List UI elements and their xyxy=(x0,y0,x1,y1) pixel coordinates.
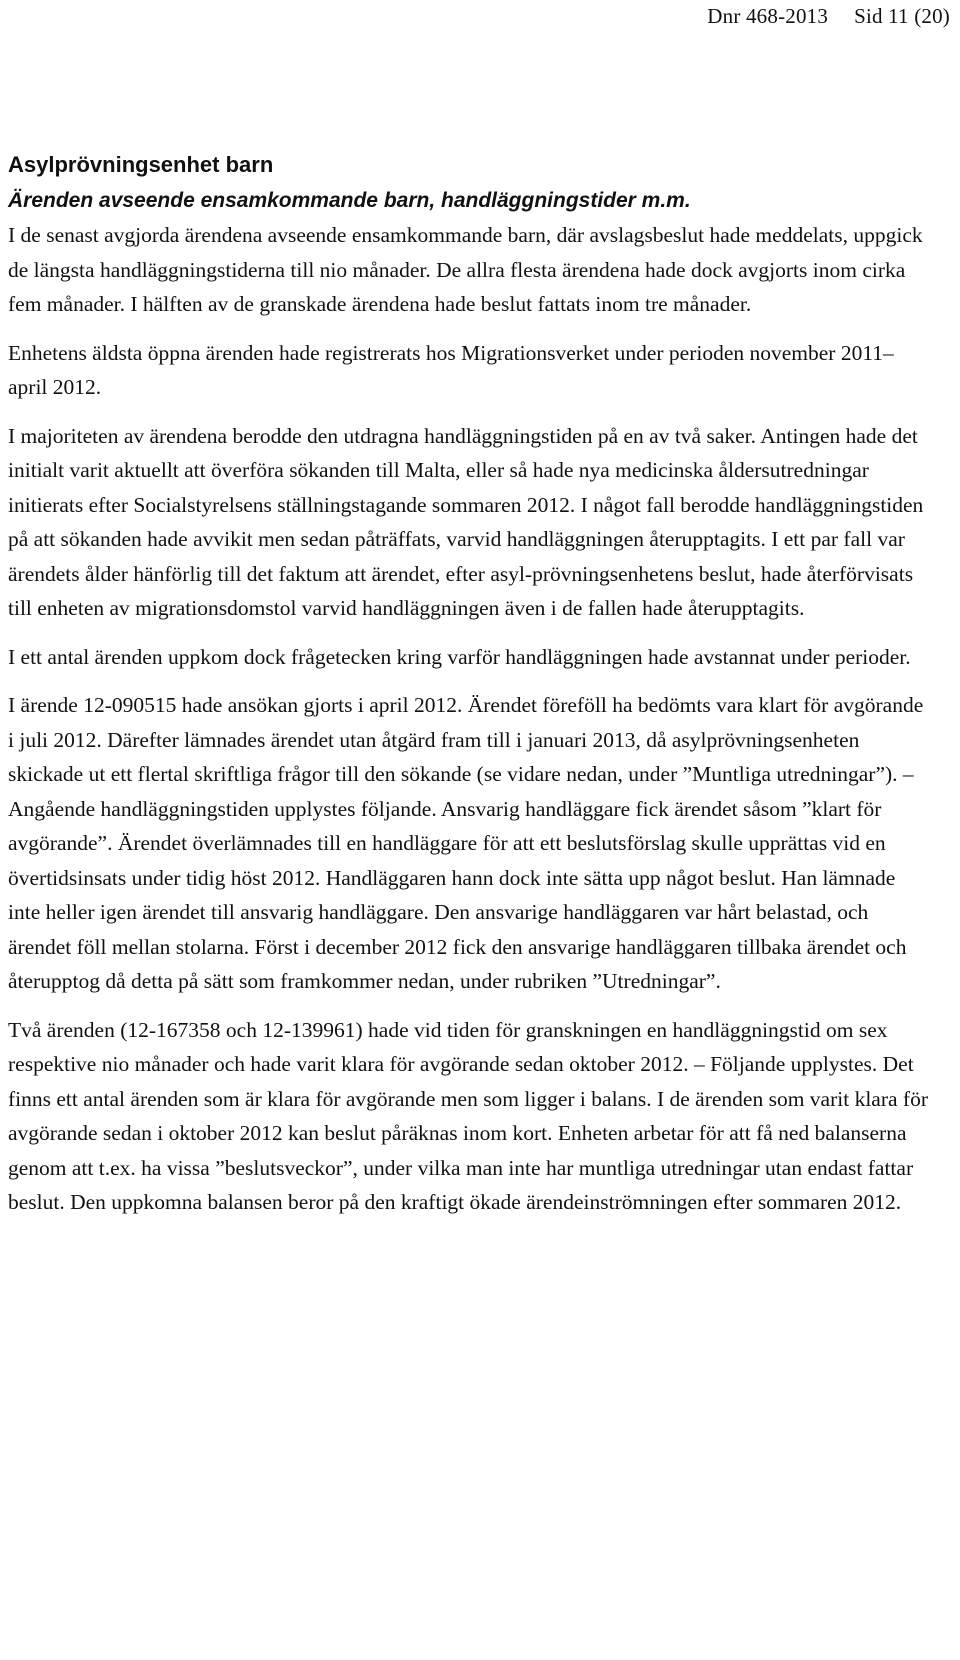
paragraph-longest-processing-times: I de senast avgjorda ärendena avseende ensamkommande barn, där avslagsbeslut hade meddelats, uppgick de längsta handläggningstiderna till nio månader. De allra flesta ärendena hade dock avgjorts inom cirka fem månader. I hälften av de granskade ärendena hade beslut fattats inom tre månader. xyxy=(8,223,923,316)
paragraph-two-cases-backlog: Två ärenden (12-167358 och 12-139961) hade vid tiden för granskningen en handläggningstid om sex respektive nio månader och hade varit klara för avgörande sedan oktober 2012. – Följande upplystes. Det finns ett antal ärenden som är klara för avgörande men som ligger i balans. I de ärenden som varit klara för avgörande sedan i oktober 2012 kan beslut påräknas inom kort. Enheten arbetar för att få ned balanserna genom att t.ex. ha vissa ”beslutsveckor”, under vilka man inte har muntliga utredningar utan endast fattar beslut. Den uppkomna balansen beror på den kraftigt ökade ärendeinströmningen efter sommaren 2012. xyxy=(8,1017,928,1214)
document-body xyxy=(8,151,928,1220)
paragraph-oldest-open-cases: Enhetens äldsta öppna ärenden hade registrerats hos Migrationsverket under perioden november 2011–april 2012. xyxy=(8,340,894,399)
page-header xyxy=(707,4,950,29)
paragraph-reasons-for-delay: I majoriteten av ärendena berodde den utdragna handläggningstiden på en av två saker. Antingen hade det initialt varit aktuellt att överföra sökanden till Malta, eller så hade nya medicinska åldersutredningar initierats efter Socialstyrelsens ställningstagande sommaren 2012. I något fall berodde handläggningstiden på att sökanden hade avvikit men sedan påträffats, varvid handläggningen återupptagits. I ett par fall var ärendets ålder hänförlig till det faktum att ärendet, efter asyl-prövningsenhetens beslut, hade återförvisats till enheten av migrationsdomstol varvid handläggningen även i de fallen hade återupptagits. xyxy=(8,423,924,620)
paragraph-case-12-090515: I ärende 12-090515 hade ansökan gjorts i april 2012. Ärendet föreföll ha bedömts vara klart för avgörande i juli 2012. Därefter lämnades ärendet utan åtgärd fram till i januari 2013, då asylprövningsenheten skickade ut ett flertal skriftliga frågor till den sökande (se vidare nedan, under ”Muntliga utredningar”). – Angående handläggningstiden upplystes följande. Ansvarig handläggare fick ärendet såsom ”klart för avgörande”. Ärendet överlämnades till en handläggare för att ett beslutsförslag skulle upprättas vid en övertidsinsats under tidig höst 2012. Handläggaren hann dock inte sätta upp något beslut. Han lämnade inte heller igen ärendet till ansvarig handläggare. Den ansvarige handläggaren var hårt belastad, och ärendet föll mellan stolarna. Först i december 2012 fick den ansvarige handläggaren tillbaka ärendet och återupptog då detta på sätt som framkommer nedan, under rubriken ”Utredningar”. xyxy=(8,693,924,993)
document-reference-number: Dnr 468-2013 xyxy=(707,4,829,28)
section-subheading: Ärenden avseende ensamkommande barn, handläggningstider m.m. xyxy=(8,189,691,212)
paragraph-questions-about-stalls: I ett antal ärenden uppkom dock frågetecken kring varför handläggningen hade avstannat under perioder. xyxy=(8,644,911,669)
page-number: Sid 11 (20) xyxy=(854,4,950,28)
section-heading: Asylprövningsenhet barn xyxy=(8,152,274,177)
